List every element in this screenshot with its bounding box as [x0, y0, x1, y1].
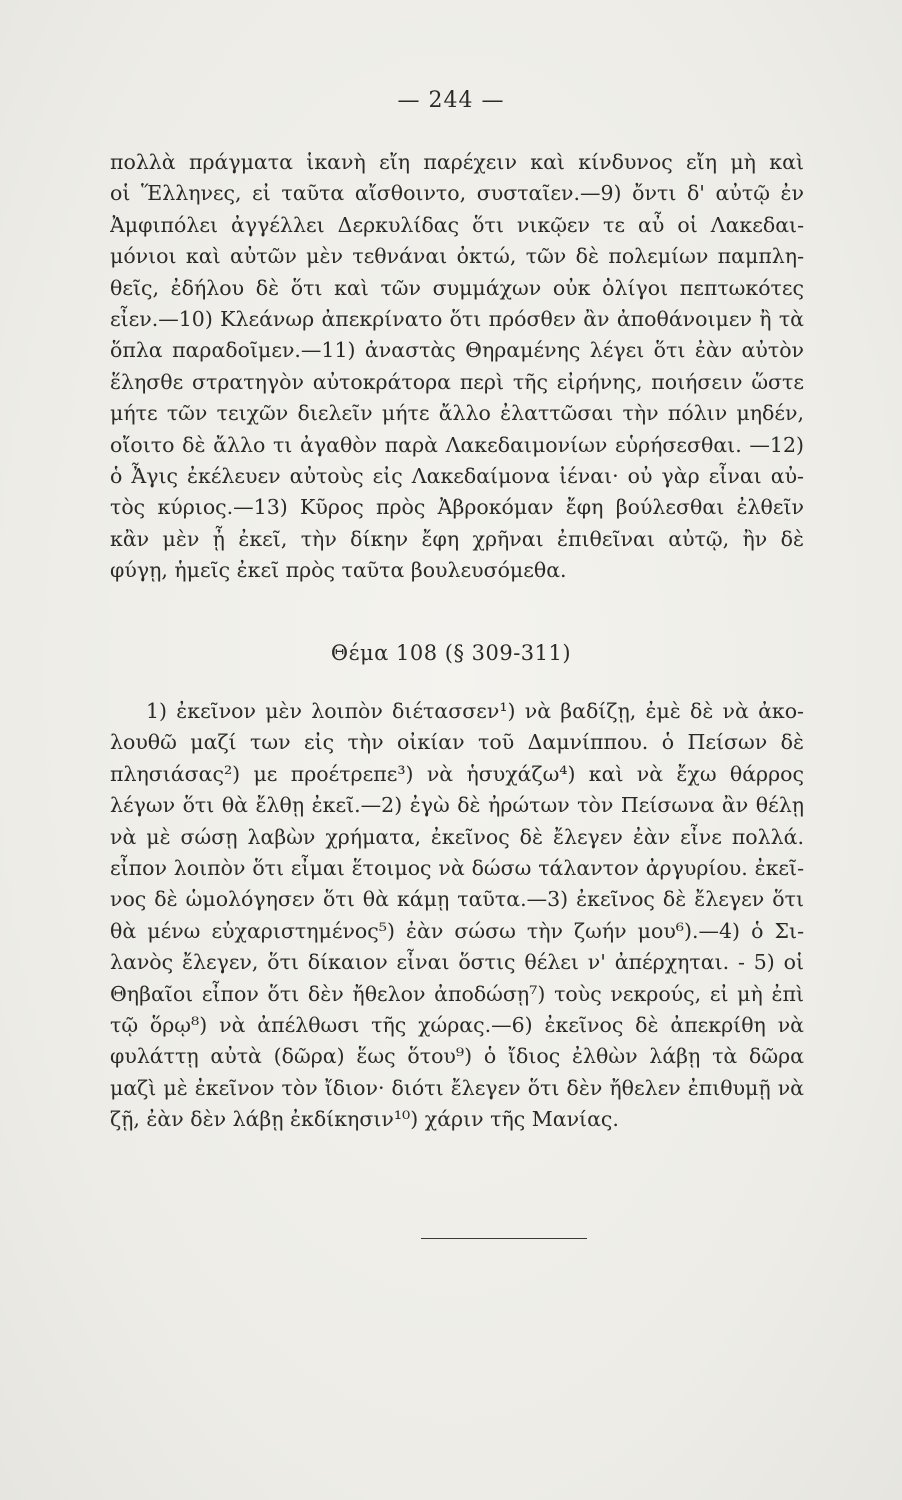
text-line: εἶπον λοιπὸν ὅτι εἶμαι ἕτοιμος νὰ δώσω τάλαντον ἀργυρίου. ἐκεῖ- [110, 855, 804, 880]
text-line: ὁ Ἆγις ἐκέλευεν αὐτοὺς εἰς Λακεδαίμονα ἰέναι· οὐ γὰρ εἶναι αὐ- [110, 463, 804, 488]
text-line: ὅπλα παραδοῖμεν.—11) ἀναστὰς Θηραμένης λέγει ὅτι ἐὰν αὐτὸν [110, 338, 804, 363]
text-line: ἕλησθε στρατηγὸν αὐτοκράτορα περὶ τῆς εἰρήνης, ποιήσειν ὥστε [110, 369, 804, 394]
text-line: λουθῶ μαζί των εἰς τὴν οἰκίαν τοῦ Δαμνίππου. ὁ Πείσων δὲ [110, 730, 804, 755]
text-line: λέγων ὅτι θὰ ἔλθῃ ἐκεῖ.—2) ἐγὼ δὲ ἠρώτων τὸν Πείσωνα ἂν θέλῃ [110, 793, 804, 818]
text-line: θεῖς, ἐδήλου δὲ ὅτι καὶ τῶν συμμάχων οὐκ ὀλίγοι πεπτωκότες [110, 275, 804, 300]
paragraph-1 [110, 147, 804, 586]
text-line: φυλάττῃ αὐτὰ (δῶρα) ἕως ὅτου⁹) ὁ ἴδιος ἐλθὼν λάβῃ τὰ δῶρα [110, 1044, 804, 1069]
text-line: μήτε τῶν τειχῶν διελεῖν μήτε ἄλλο ἐλαττῶσαι τὴν πόλιν μηδέν, [110, 401, 804, 426]
text-line: Ἀμφιπόλει ἀγγέλλει Δερκυλίδας ὅτι νικῷεν τε αὖ οἱ Λακεδαι- [110, 212, 804, 237]
text-line: 1) ἐκεῖνον μὲν λοιπὸν διέτασσεν¹) νὰ βαδίζῃ, ἐμὲ δὲ νὰ ἀκο- [146, 699, 804, 723]
text-line: Θηβαῖοι εἶπον ὅτι δὲν ἤθελον ἀποδώσῃ⁷) τοὺς νεκρούς, εἰ μὴ ἐπὶ [110, 981, 804, 1006]
page-number: — 244 — [397, 88, 505, 113]
text-line: κἂν μὲν ᾖ ἐκεῖ, τὴν δίκην ἔφη χρῆναι ἐπιθεῖναι αὐτῷ, ἢν δὲ [110, 526, 804, 551]
text-line: τῷ ὅρῳ⁸) νὰ ἀπέλθωσι τῆς χώρας.—6) ἐκεῖνος δὲ ἀπεκρίθη νὰ [110, 1012, 804, 1037]
text-line: φύγῃ, ἡμεῖς ἐκεῖ πρὸς ταῦτα βουλευσόμεθα. [110, 558, 567, 583]
paragraph-2 [110, 696, 804, 1135]
text-line: θὰ μένω εὐχαριστημένος⁵) ἐὰν σώσω τὴν ζωήν μου⁶).—4) ὁ Σι- [110, 918, 804, 943]
section-divider [421, 1238, 587, 1239]
text-line: λανὸς ἔλεγεν, ὅτι δίκαιον εἶναι ὅστις θέλει ν' ἀπέρχηται. - 5) οἱ [110, 950, 804, 975]
section-heading: Θέμα 108 (§ 309-311) [330, 641, 572, 665]
text-line: πλησιάσας²) με προέτρεπε³) νὰ ἡσυχάζω⁴) καὶ νὰ ἔχω θάρρος [110, 761, 804, 786]
text-line: μαζὶ μὲ ἐκεῖνον τὸν ἴδιον· διότι ἔλεγεν ὅτι δὲν ἤθελεν ἐπιθυμῇ νὰ [110, 1075, 804, 1100]
text-line: νὰ μὲ σώσῃ λαβὼν χρήματα, ἐκεῖνος δὲ ἔλεγεν ἐὰν εἶνε πολλά. [110, 824, 804, 849]
text-line: μόνιοι καὶ αὐτῶν μὲν τεθνάναι ὀκτώ, τῶν δὲ πολεμίων παμπλη- [110, 244, 804, 269]
text-line: εἶεν.—10) Κλεάνωρ ἀπεκρίνατο ὅτι πρόσθεν ἂν ἀποθάνοιμεν ἢ τὰ [110, 306, 804, 331]
text-line: τὸς κύριος.—13) Κῦρος πρὸς Ἀβροκόμαν ἔφη βούλεσθαι ἐλθεῖν [110, 495, 804, 520]
text-line: ζῇ, ἐὰν δὲν λάβῃ ἐκδίκησιν¹⁰) χάριν τῆς Μανίας. [110, 1107, 619, 1132]
text-line: οἱ Ἕλληνες, εἰ ταῦτα αἴσθοιντο, συσταῖεν.—9) ὄντι δ' αὐτῷ ἐν [110, 181, 804, 206]
text-line: πολλὰ πράγματα ἱκανὴ εἴη παρέχειν καὶ κίνδυνος εἴη μὴ καὶ [110, 150, 804, 174]
text-line: οἴοιτο δὲ ἄλλο τι ἀγαθὸν παρὰ Λακεδαιμονίων εὑρήσεσθαι. —12) [110, 432, 804, 457]
text-line: νος δὲ ὡμολόγησεν ὅτι θὰ κάμῃ ταῦτα.—3) ἐκεῖνος δὲ ἔλεγεν ὅτι [110, 887, 804, 912]
